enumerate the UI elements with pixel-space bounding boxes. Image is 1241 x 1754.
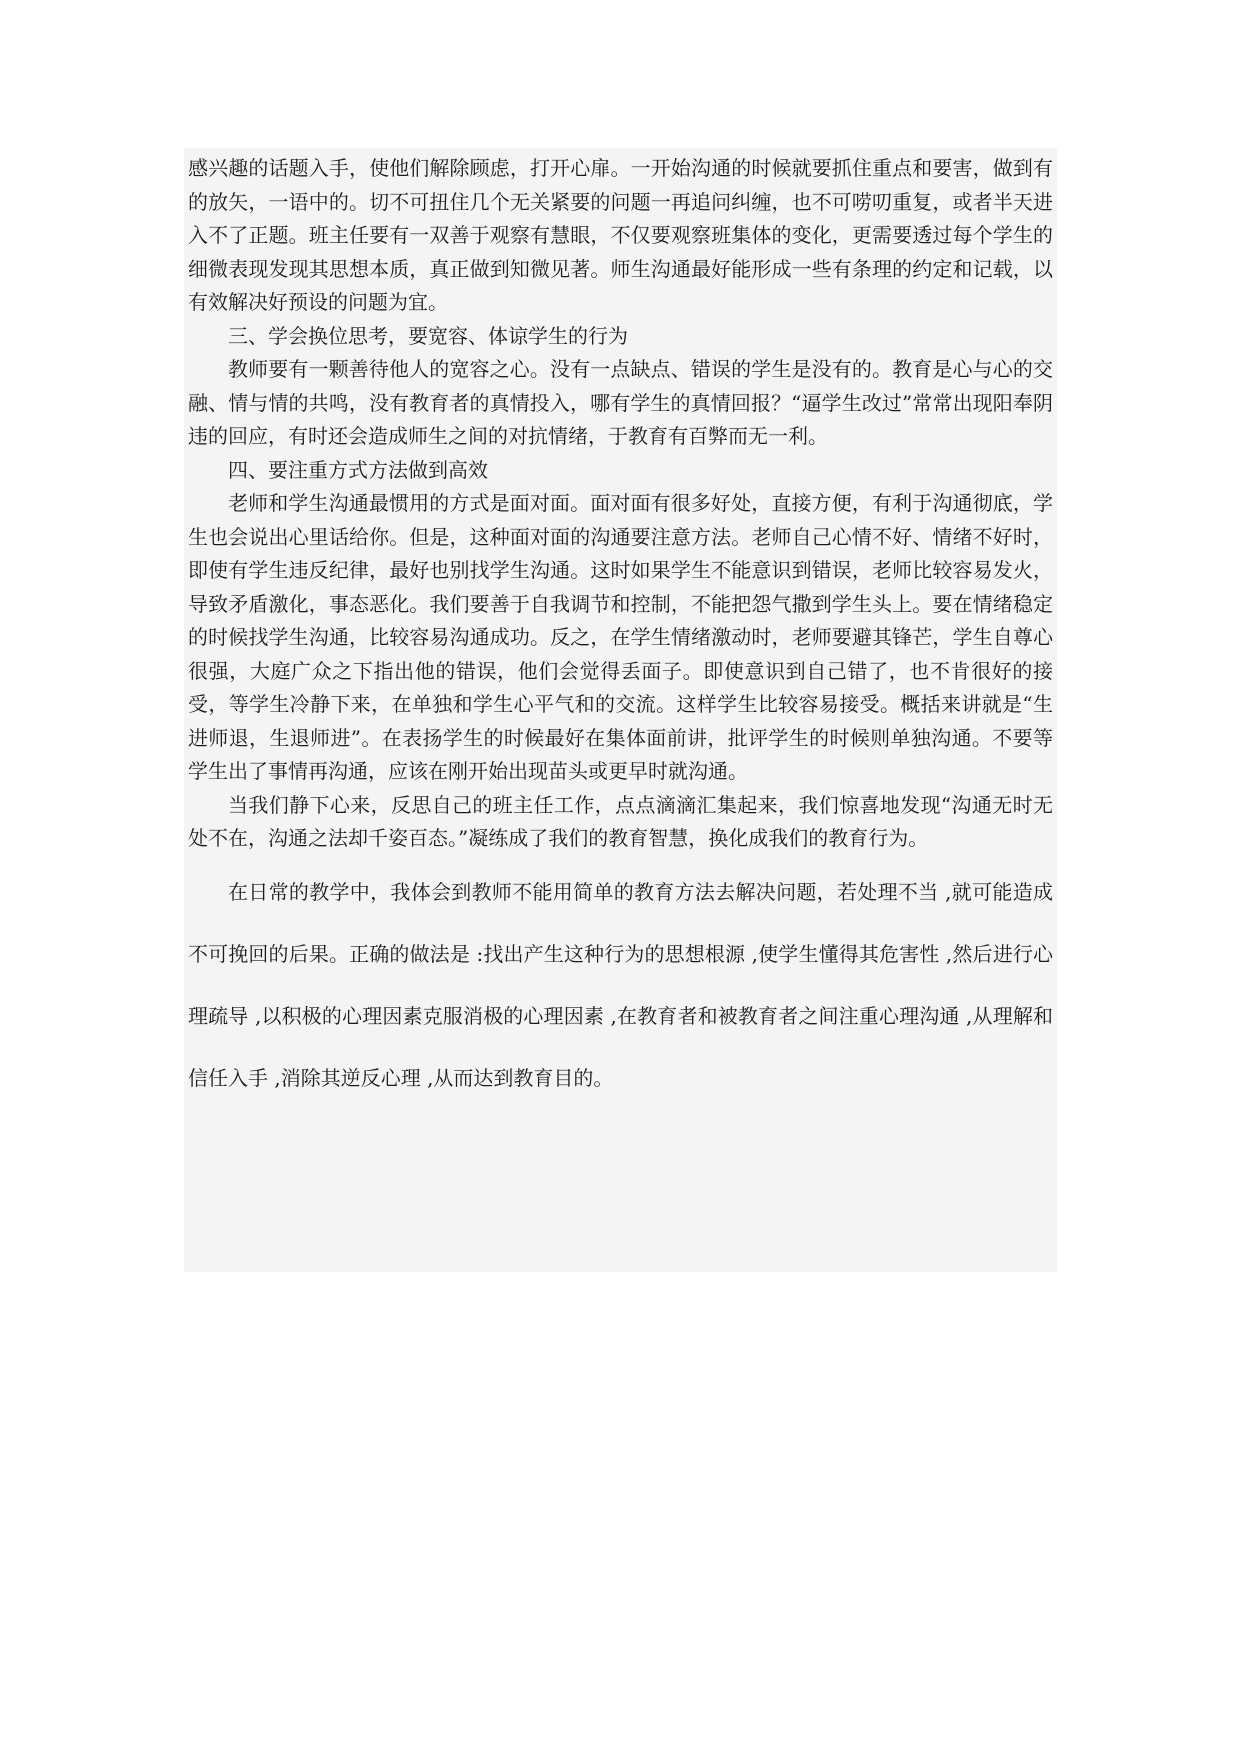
- paragraph-psychological-communication: 在日常的教学中，我体会到教师不能用简单的教育方法去解决问题，若处理不当 ,就可能造成不可挽回的后果。正确的做法是 :找出产生这种行为的思想根源 ,使学生懂得其危害性 ,然后进行心理疏导 ,以积极的心理因素克服消极的心理因素 ,在教育者和被教育者之间注重心理沟通 ,从理解和信任入手 ,消除其逆反心理 ,从而达到教育目的。: [188, 879, 1053, 1090]
- paragraph-communication-tips: 感兴趣的话题入手，使他们解除顾虑，打开心扉。一开始沟通的时候就要抓住重点和要害，做到有的放矢，一语中的。切不可扭住几个无关紧要的问题一再追问纠缠，也不可唠叨重复，或者半天进入不了正题。班主任要有一双善于观察有慧眼，不仅要观察班集体的变化，更需要透过每个学生的细微表现发现其思想本质，真正做到知微见著。师生沟通最好能形成一些有条理的约定和记载，以有效解决好预设的问题为宜。: [188, 156, 1053, 314]
- section-heading-4: 四、要注重方式方法做到高效: [228, 457, 488, 482]
- document-text-block: [184, 148, 1057, 1272]
- paragraph-face-to-face: 老师和学生沟通最惯用的方式是面对面。面对面有很多好处，直接方便，有利于沟通彻底，学生也会说出心里话给你。但是，这种面对面的沟通要注意方法。老师自己心情不好、情绪不好时，即使有学生违反纪律，最好也别找学生沟通。这时如果学生不能意识到错误，老师比较容易发火，导致矛盾激化，事态恶化。我们要善于自我调节和控制，不能把怨气撒到学生头上。要在情绪稳定的时候找学生沟通，比较容易沟通成功。反之，在学生情绪激动时，老师要避其锋芒，学生自尊心很强，大庭广众之下指出他的错误，他们会觉得丢面子。即使意识到自己错了，也不肯很好的接受，等学生冷静下来，在单独和学生心平气和的交流。这样学生比较容易接受。概括来讲就是“生进师退，生退师进”。在表扬学生的时候最好在集体面前讲，批评学生的时候则单独沟通。不要等学生出了事情再沟通，应该在刚开始出现苗头或更早时就沟通。: [188, 491, 1053, 783]
- paragraph-tolerance: 教师要有一颗善待他人的宽容之心。没有一点缺点、错误的学生是没有的。教育是心与心的交融、情与情的共鸣，没有教育者的真情投入，哪有学生的真情回报？“逼学生改过”常常出现阳奉阴违的回应，有时还会造成师生之间的对抗情绪，于教育有百弊而无一利。: [188, 357, 1053, 448]
- paragraph-reflection: 当我们静下心来，反思自己的班主任工作，点点滴滴汇集起来，我们惊喜地发现“沟通无时无处不在，沟通之法却千姿百态。”凝练成了我们的教育智慧，换化成我们的教育行为。: [188, 792, 1053, 850]
- section-heading-3: 三、学会换位思考，要宽容、体谅学生的行为: [228, 323, 628, 348]
